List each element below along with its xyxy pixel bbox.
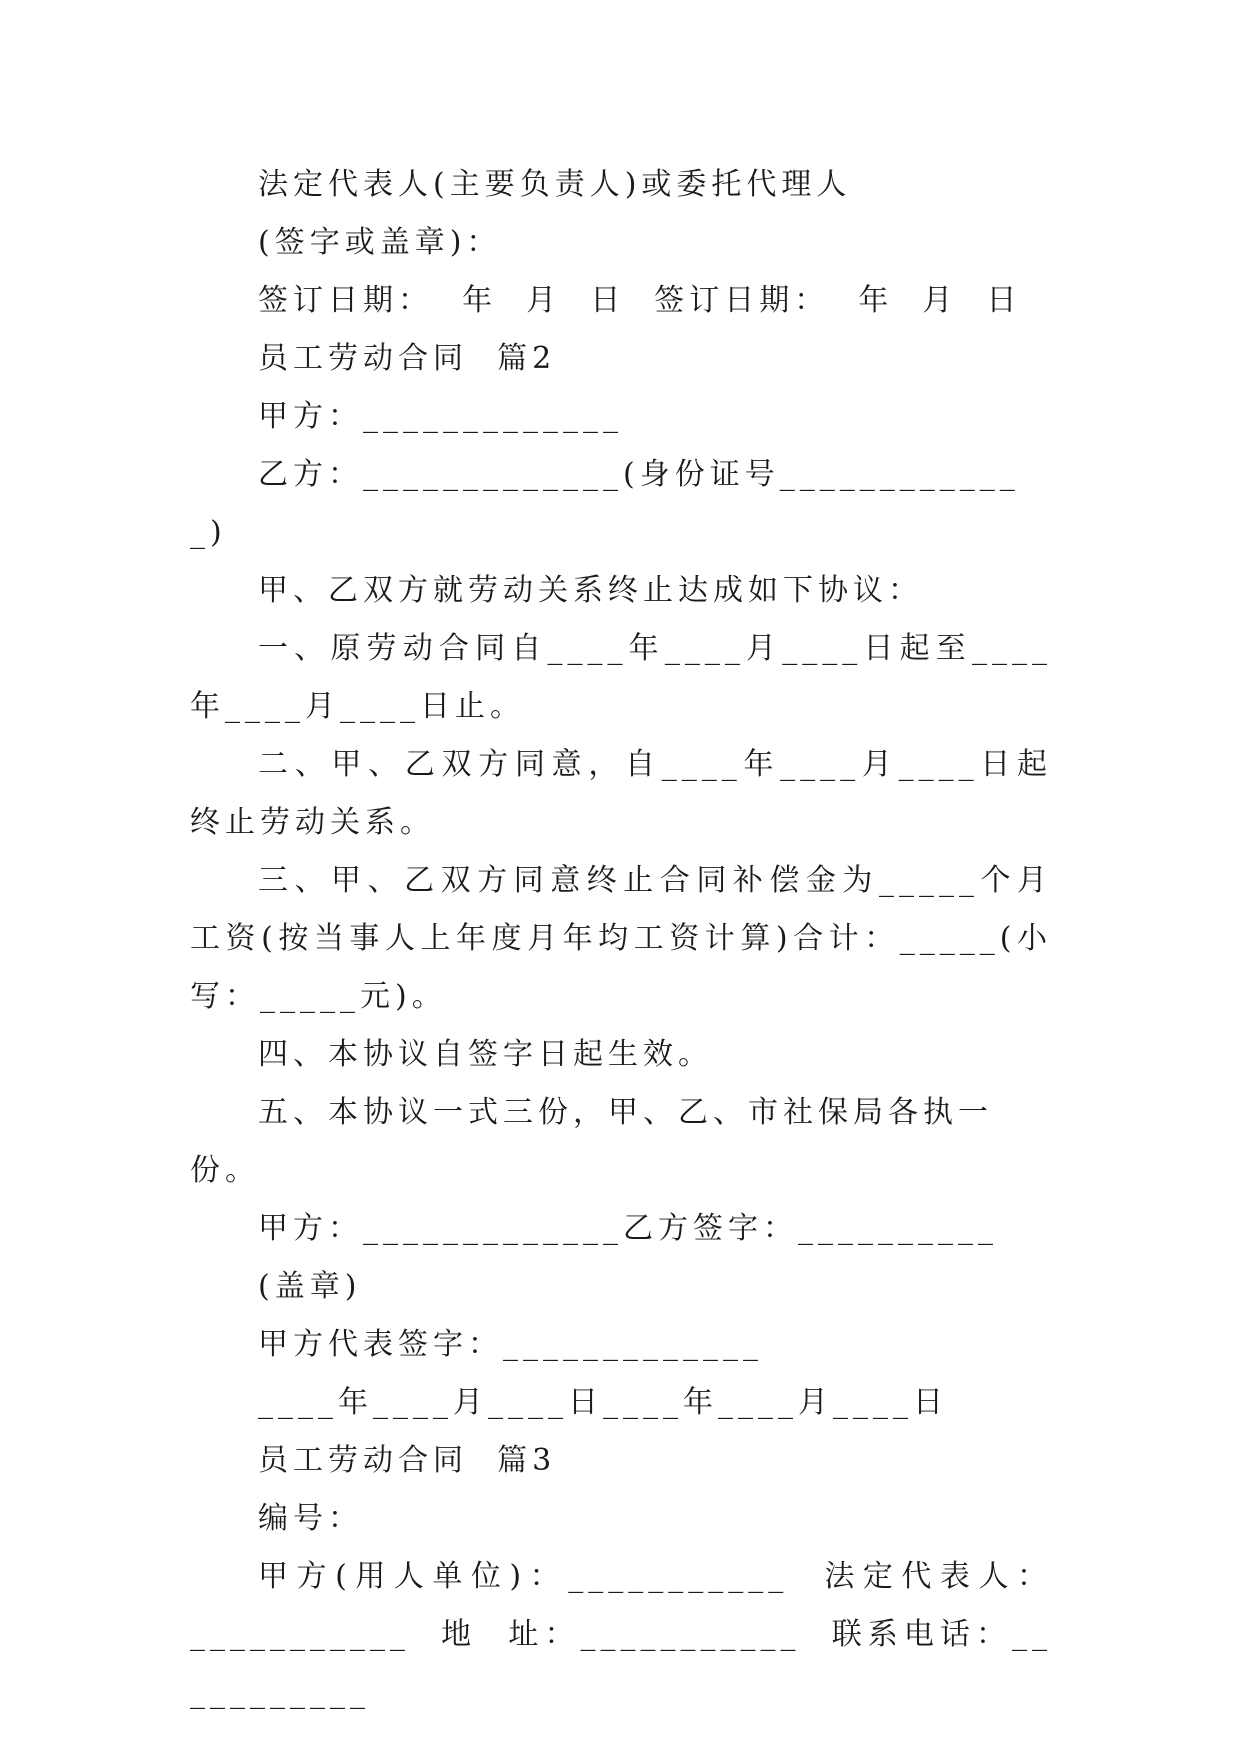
seal-line: (盖章) xyxy=(258,1269,362,1304)
party-a-line: 甲方：_____________ xyxy=(258,399,623,434)
clause-5: 五、本协议一式三份，甲、乙、市社保局各执一份。 xyxy=(190,1095,993,1188)
rep-sign-line: 甲方代表签字：_____________ xyxy=(258,1327,763,1362)
section-title-3: 员工劳动合同 篇3 xyxy=(258,1443,557,1478)
employer-line: 甲方(用人单位)：___________ 法定代表人： xyxy=(258,1559,1052,1594)
contact-line: ___________ 地 址：___________ 联系电话：___________ xyxy=(190,1617,1052,1710)
section-title-2: 员工劳动合同 篇2 xyxy=(258,341,557,376)
agreement-intro: 甲、乙双方就劳动关系终止达成如下协议： xyxy=(258,573,923,608)
signature-line: (签字或盖章)： xyxy=(258,225,502,260)
clause-2: 二、甲、乙双方同意，自____年____月____日起终止劳动关系。 xyxy=(190,747,1052,840)
date-blank-line: ____年____月____日____年____月____日 xyxy=(258,1385,948,1420)
clause-4: 四、本协议自签字日起生效。 xyxy=(258,1037,713,1072)
document-body xyxy=(190,156,1052,1722)
legal-rep-line: 法定代表人(主要负责人)或委托代理人 xyxy=(258,167,852,202)
clause-1: 一、原劳动合同自____年____月____日起至____年____月____日止。 xyxy=(190,631,1052,724)
party-b-line: 乙方：_____________(身份证号_____________) xyxy=(190,457,1020,550)
signing-date-line: 签订日期： 年 月 日 签订日期： 年 月 日 xyxy=(258,283,1022,318)
sign-party-line: 甲方：_____________乙方签字：__________ xyxy=(258,1211,998,1246)
number-line: 编号： xyxy=(258,1501,363,1536)
clause-3: 三、甲、乙双方同意终止合同补偿金为_____个月工资(按当事人上年度月年均工资计算)合计：_____(小写：_____元)。 xyxy=(190,863,1052,1014)
